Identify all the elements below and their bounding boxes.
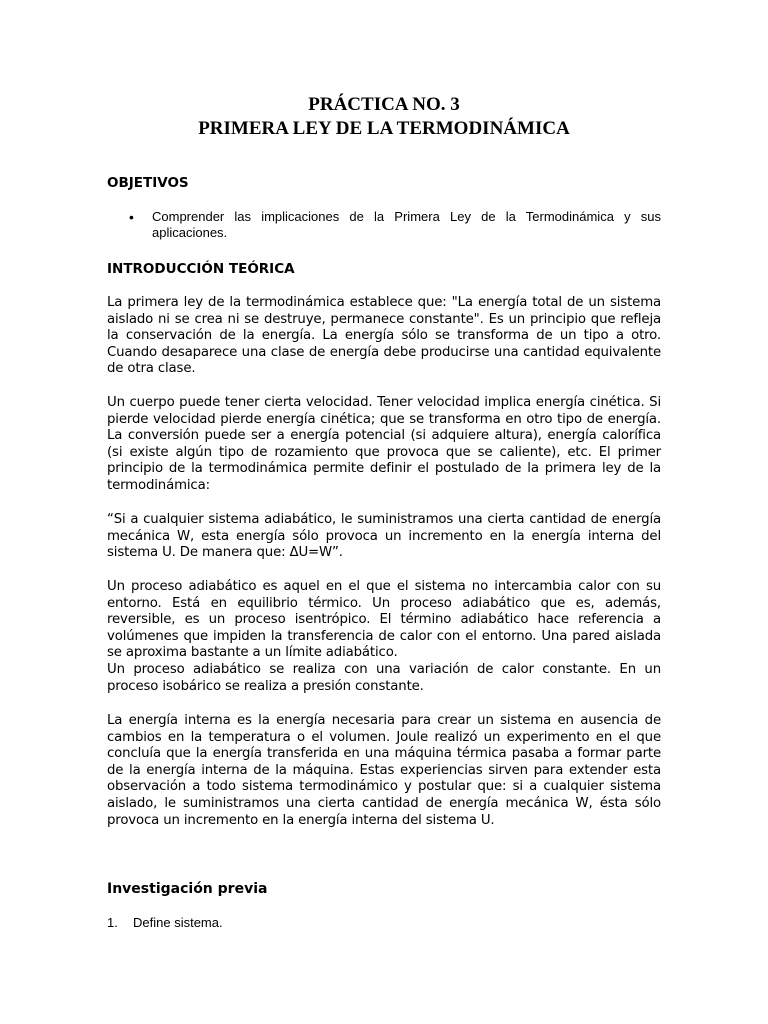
list-item-number: 1. (107, 915, 118, 930)
intro-paragraph-4: Un proceso adiabático es aquel en el que el sistema no intercambia calor con su entorno. Está en equilibrio térmico. Un proceso adiabático que es, además, reversible, es un proceso isentrópico. El término adiabático hace referencia a volúmenes que impiden la transferencia de calor con el entorno. Una pared aislada se aproxima bastante a un límite adiabático. (107, 579, 661, 661)
objetivos-list-item (107, 209, 661, 241)
bullet-icon: • (129, 209, 134, 225)
document-title-line1: PRÁCTICA NO. 3 (308, 94, 460, 115)
intro-paragraph-3: “Si a cualquier sistema adiabático, le suministramos una cierta cantidad de energía mecánica W, esta energía sólo provoca un incremento en la energía interna del sistema U. De manera que: ΔU=W”. (107, 512, 661, 561)
list-item-text: Define sistema. (133, 915, 223, 930)
objetivos-heading: OBJETIVOS (107, 175, 189, 191)
intro-paragraph-2: Un cuerpo puede tener cierta velocidad. Tener velocidad implica energía cinética. Si pierde velocidad pierde energía cinética; que se transforma en otro tipo de energía. La conversión puede ser a energía potencial (si adquiere altura), energía calorífica (si existe algún tipo de rozamiento que provoca que se caliente), etc. El primer principio de la termodinámica permite definir el postulado de la primera ley de la termodinámica: (107, 395, 661, 493)
document-title-line2: PRIMERA LEY DE LA TERMODINÁMICA (198, 118, 570, 139)
introduccion-heading: INTRODUCCIÓN TEÓRICA (107, 261, 295, 277)
objetivo-text: Comprender las implicaciones de la Primera Ley de la Termodinámica y sus aplicaciones. (152, 209, 661, 240)
intro-paragraph-5: Un proceso adiabático se realiza con una variación de calor constante. En un proceso isobárico se realiza a presión constante. (107, 662, 661, 694)
intro-paragraph-6: La energía interna es la energía necesaria para crear un sistema en ausencia de cambios en la temperatura o el volumen. Joule realizó un experimento en el que concluía que la energía transferida en una máquina térmica pasaba a formar parte de la energía interna de la máquina. Estas experiencias sirven para extender esta observación a todo sistema termodinámico y postular que: si a cualquier sistema aislado, le suministramos una cierta cantidad de energía mecánica W, ésta sólo provoca un incremento en la energía interna del sistema U. (107, 713, 661, 828)
investigacion-list-item (107, 915, 223, 931)
investigacion-heading: Investigación previa (107, 881, 268, 897)
intro-paragraph-1: La primera ley de la termodinámica establece que: "La energía total de un sistema aislado ni se crea ni se destruye, permanece constante". Es un principio que refleja la conservación de la energía. La energía sólo se transforma de un tipo a otro. Cuando desaparece una clase de energía debe producirse una cantidad equivalente de otra clase. (107, 295, 661, 377)
